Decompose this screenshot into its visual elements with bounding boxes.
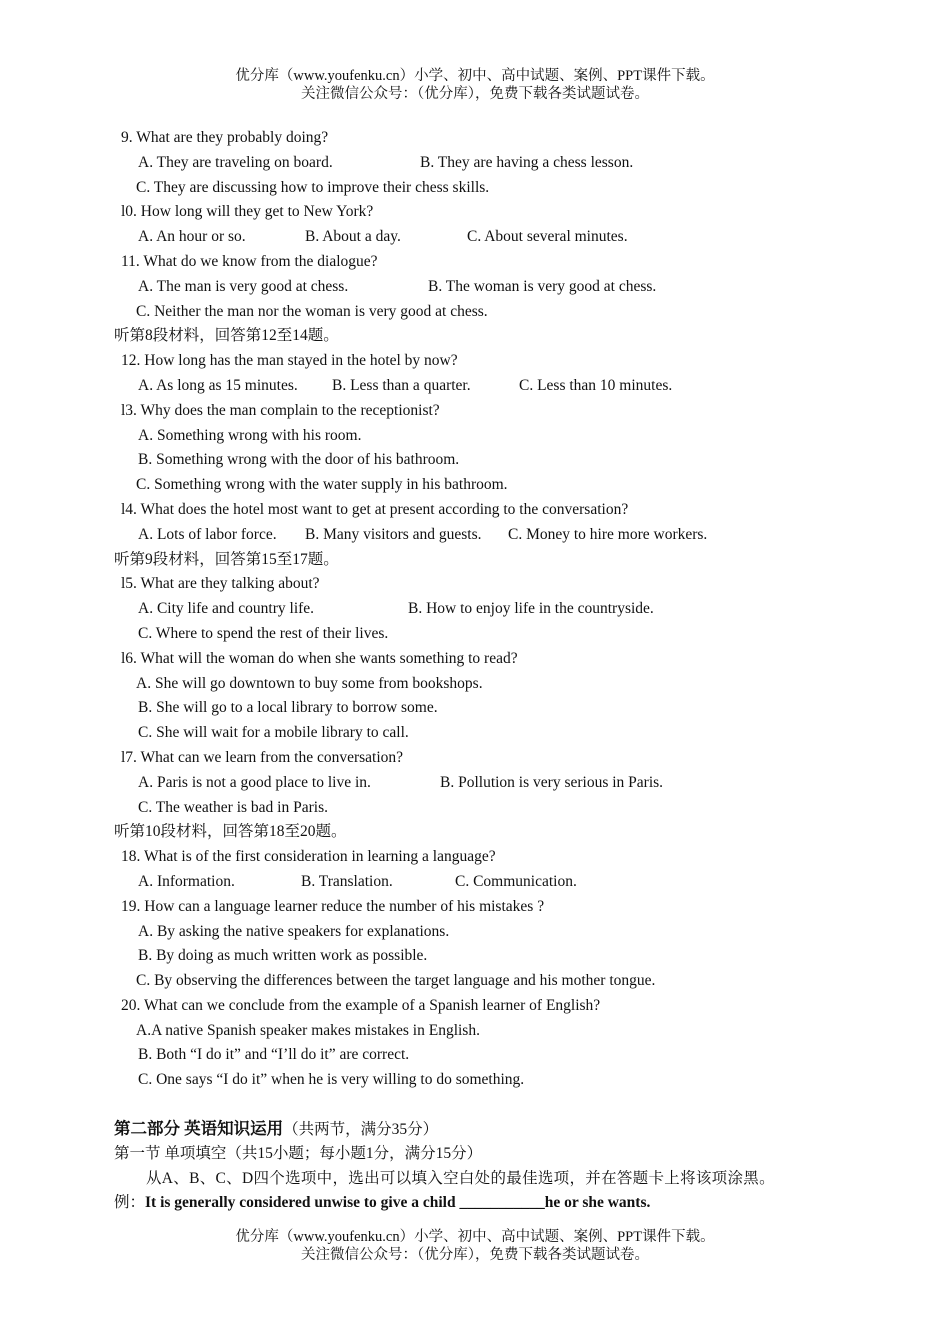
- option-a: A.A native Spanish speaker makes mistakes in English.: [136, 1021, 480, 1039]
- question-13: [0, 399, 950, 424]
- option-a: A. She will go downtown to buy some from bookshops.: [136, 674, 483, 692]
- option-a: A. City life and country life.: [138, 600, 315, 618]
- question-10: [0, 200, 950, 225]
- header-line-2: 关注微信公众号：（优分库），免费下载各类试题试卷。: [301, 86, 649, 102]
- option-a: A. As long as 15 minutes.: [138, 376, 298, 394]
- option-a: A. Something wrong with his room.: [138, 426, 362, 444]
- question-14: [0, 498, 950, 523]
- option-b: B. By doing as much written work as possible.: [138, 947, 428, 965]
- question-stem: 9. What are they probably doing?: [121, 129, 329, 146]
- part-2-title: 第二部分 英语知识运用: [114, 1119, 284, 1139]
- section-1-instruction: 从A、B、C、D四个选项中，选出可以填入空白处的最佳选项，并在答题卡上将该项涂黑。: [146, 1169, 775, 1187]
- option-c: C. She will wait for a mobile library to call.: [138, 724, 409, 742]
- section-1-title: 第一节 单项填空（共15小题；每小题1分，满分15分）: [114, 1144, 483, 1162]
- option-a: A. An hour or so.: [138, 228, 246, 246]
- section-heading: 听第10段材料，回答第18至20题。: [114, 823, 347, 841]
- question-stem: 12. How long has the man stayed in the hotel by now?: [121, 352, 458, 370]
- question-stem: l3. Why does the man complain to the receptionist?: [121, 401, 440, 419]
- question-9: [0, 126, 950, 151]
- question-20: [0, 994, 950, 1019]
- option-b: B. Something wrong with the door of his bathroom.: [138, 451, 460, 469]
- question-stem: l6. What will the woman do when she wants something to read?: [121, 649, 518, 667]
- option-b: B. Translation.: [301, 872, 393, 890]
- option-c: C. Something wrong with the water supply in his bathroom.: [136, 476, 508, 494]
- option-c: C. Where to spend the rest of their lives.: [138, 624, 389, 642]
- part-2-note: （共两节，满分35分）: [283, 1121, 439, 1139]
- section-heading: 听第9段材料，回答第15至17题。: [114, 550, 339, 568]
- exam-content: [0, 126, 950, 1216]
- example-line: [0, 1191, 950, 1216]
- question-stem: 19. How can a language learner reduce the number of his mistakes ?: [121, 897, 545, 915]
- question-stem: 18. What is of the first consideration in learning a language?: [121, 848, 496, 866]
- question-12: [0, 349, 950, 374]
- option-b: B. Both “I do it” and “I’ll do it” are correct.: [138, 1046, 410, 1064]
- option-c: C. Money to hire more workers.: [508, 525, 708, 543]
- option-a: A. Information.: [138, 872, 235, 890]
- option-b: B. How to enjoy life in the countryside.: [408, 600, 654, 618]
- question-stem: l5. What are they talking about?: [121, 575, 320, 593]
- option-c: C. One says “I do it” when he is very willing to do something.: [138, 1071, 525, 1089]
- option-c: C. They are discussing how to improve their chess skills.: [136, 178, 490, 196]
- option-b: B. The woman is very good at chess.: [428, 277, 657, 295]
- question-stem: 11. What do we know from the dialogue?: [121, 252, 378, 270]
- question-15: [0, 572, 950, 597]
- option-c: C. Less than 10 minutes.: [519, 376, 673, 394]
- option-c: C. The weather is bad in Paris.: [138, 798, 328, 816]
- option-a: A. Lots of labor force.: [138, 525, 277, 543]
- option-a: A. The man is very good at chess.: [138, 277, 349, 295]
- option-b: B. Less than a quarter.: [332, 376, 471, 394]
- part-2-heading: [0, 1117, 950, 1142]
- footer-line-2: 关注微信公众号：（优分库），免费下载各类试题试卷。: [301, 1247, 649, 1263]
- option-c: C. By observing the differences between the target language and his mother tongue.: [136, 972, 656, 990]
- option-b: B. About a day.: [305, 228, 401, 246]
- question-19: [0, 895, 950, 920]
- example-label: 例：: [114, 1194, 146, 1212]
- question-stem: l7. What can we learn from the conversation?: [121, 748, 404, 766]
- question-stem: l0. How long will they get to New York?: [121, 203, 374, 221]
- option-b: B. Pollution is very serious in Paris.: [440, 773, 664, 791]
- option-b: B. She will go to a local library to borrow some.: [138, 699, 438, 717]
- question-18: [0, 845, 950, 870]
- option-c: C. About several minutes.: [467, 228, 628, 246]
- option-c: C. Neither the man nor the woman is very good at chess.: [136, 302, 488, 320]
- footer-line-1: 优分库（www.youfenku.cn）小学、初中、高中试题、案例、PPT课件下载。: [235, 1229, 715, 1245]
- header-line-1: 优分库（www.youfenku.cn）小学、初中、高中试题、案例、PPT课件下载。: [235, 68, 715, 84]
- question-16: [0, 647, 950, 672]
- section-heading: 听第8段材料，回答第12至14题。: [114, 327, 339, 345]
- page-header: [0, 67, 950, 103]
- option-a: A. They are traveling on board.: [138, 153, 333, 171]
- option-a: A. By asking the native speakers for explanations.: [138, 922, 450, 940]
- question-stem: 20. What can we conclude from the example of a Spanish learner of English?: [121, 996, 601, 1014]
- question-17: [0, 746, 950, 771]
- example-text: It is generally considered unwise to give a child ___________he or she wants.: [145, 1194, 651, 1212]
- question-11: [0, 250, 950, 275]
- page-footer: [0, 1228, 950, 1264]
- question-stem: l4. What does the hotel most want to get at present according to the conversation?: [121, 500, 629, 518]
- option-c: C. Communication.: [455, 872, 577, 890]
- option-b: B. They are having a chess lesson.: [420, 153, 634, 171]
- option-b: B. Many visitors and guests.: [305, 525, 482, 543]
- option-a: A. Paris is not a good place to live in.: [138, 773, 371, 791]
